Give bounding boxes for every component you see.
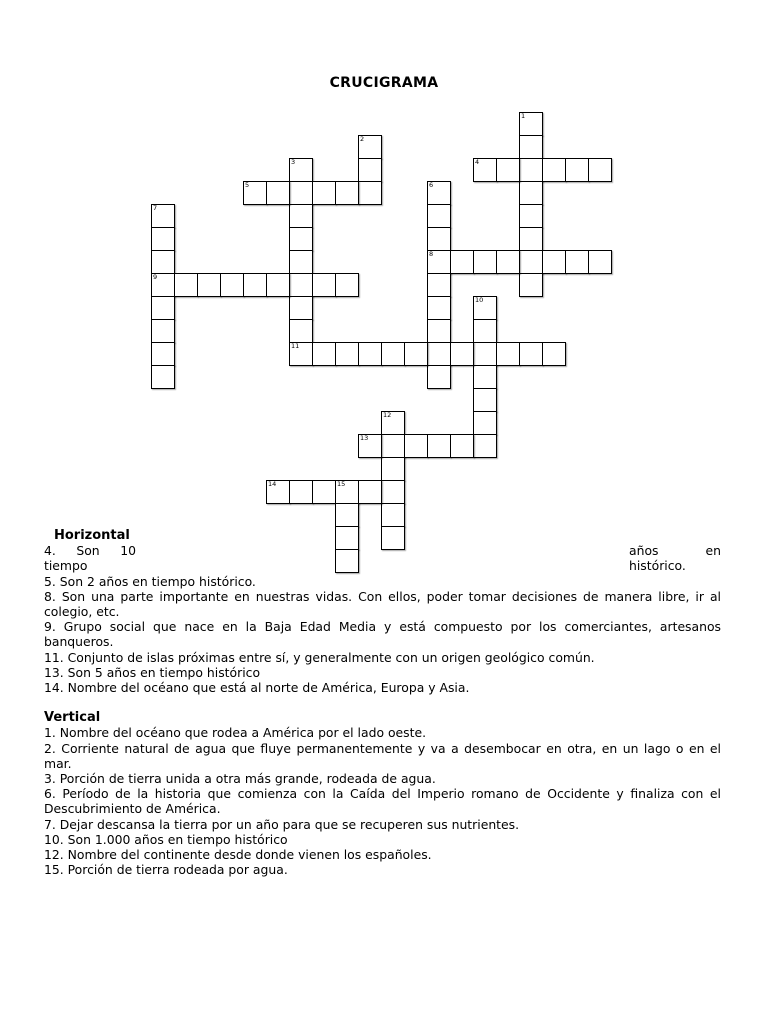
crossword-cell[interactable] xyxy=(243,181,267,205)
clues-section xyxy=(44,528,721,877)
crossword-cell[interactable] xyxy=(220,273,244,297)
crossword-cell[interactable] xyxy=(542,158,566,182)
crossword-cell[interactable] xyxy=(151,250,175,274)
crossword-cell[interactable] xyxy=(358,135,382,159)
crossword-cell[interactable] xyxy=(289,480,313,504)
crossword-cell[interactable] xyxy=(381,480,405,504)
crossword-cell[interactable] xyxy=(381,503,405,527)
crossword-cell[interactable] xyxy=(473,250,497,274)
crossword-cell[interactable] xyxy=(381,434,405,458)
crossword-cell[interactable] xyxy=(404,342,428,366)
crossword-cell[interactable] xyxy=(473,411,497,435)
clue-number: 8 xyxy=(429,250,434,258)
vertical-clue: 7. Dejar descansa la tierra por un año para que se recuperen sus nutrientes. xyxy=(44,816,520,832)
clue-4-word: histórico. xyxy=(629,558,686,574)
crossword-cell[interactable] xyxy=(289,204,313,228)
crossword-cell[interactable] xyxy=(335,503,359,527)
crossword-cell[interactable] xyxy=(266,273,290,297)
crossword-cell[interactable] xyxy=(289,158,313,182)
crossword-cell[interactable] xyxy=(151,227,175,251)
crossword-cell[interactable] xyxy=(151,365,175,389)
crossword-cell[interactable] xyxy=(427,434,451,458)
vertical-clue: 10. Son 1.000 años en tiempo histórico xyxy=(44,831,288,847)
clue-number: 4 xyxy=(475,158,480,166)
crossword-cell[interactable] xyxy=(174,273,198,297)
clue-4-word: Son xyxy=(76,543,100,559)
crossword-cell[interactable] xyxy=(151,342,175,366)
crossword-cell[interactable] xyxy=(312,342,336,366)
horizontal-clue: 13. Son 5 años en tiempo histórico xyxy=(44,664,261,680)
crossword-cell[interactable] xyxy=(266,480,290,504)
crossword-cell[interactable] xyxy=(588,158,612,182)
clue-number: 15 xyxy=(337,480,346,488)
horizontal-clue: 14. Nombre del océano que está al norte de América, Europa y Asia. xyxy=(44,680,470,696)
crossword-cell[interactable] xyxy=(427,365,451,389)
clue-number: 11 xyxy=(291,342,300,350)
crossword-cell[interactable] xyxy=(289,250,313,274)
crossword-cell[interactable] xyxy=(565,158,589,182)
crossword-cell[interactable] xyxy=(358,434,382,458)
clue-number: 3 xyxy=(291,158,296,166)
crossword-cell[interactable] xyxy=(358,342,382,366)
crossword-cell[interactable] xyxy=(312,181,336,205)
crossword-cell[interactable] xyxy=(519,227,543,251)
vertical-clue: 6. Período de la historia que comienza con la Caída del Imperio romano de Occidente y finaliza con el Descubrimiento de América. xyxy=(44,786,721,817)
crossword-cell[interactable] xyxy=(289,227,313,251)
crossword-cell[interactable] xyxy=(151,319,175,343)
vertical-clue: 12. Nombre del continente desde donde vienen los españoles. xyxy=(44,847,432,863)
vertical-clue: 15. Porción de tierra rodeada por agua. xyxy=(44,862,288,878)
horizontal-clue-4 xyxy=(44,543,721,573)
crossword-cell[interactable] xyxy=(151,296,175,320)
crossword-cell[interactable] xyxy=(496,342,520,366)
horizontal-clue: 8. Son una parte importante en nuestras vidas. Con ellos, poder tomar decisiones de manera libre, ir al colegio, etc. xyxy=(44,588,721,620)
vertical-clue: 1. Nombre del océano que rodea a América por el lado oeste. xyxy=(44,725,427,741)
crossword-cell[interactable] xyxy=(358,480,382,504)
crossword-cell[interactable] xyxy=(519,250,543,274)
crossword-cell[interactable] xyxy=(496,250,520,274)
crossword-cell[interactable] xyxy=(335,480,359,504)
clue-number: 12 xyxy=(383,411,392,419)
crossword-cell[interactable] xyxy=(473,296,497,320)
crossword-cell[interactable] xyxy=(358,158,382,182)
crossword-cell[interactable] xyxy=(289,273,313,297)
crossword-cell[interactable] xyxy=(519,342,543,366)
crossword-cell[interactable] xyxy=(266,181,290,205)
crossword-cell[interactable] xyxy=(427,250,451,274)
crossword-cell[interactable] xyxy=(427,227,451,251)
crossword-cell[interactable] xyxy=(381,457,405,481)
crossword-cell[interactable] xyxy=(519,158,543,182)
crossword-cell[interactable] xyxy=(473,365,497,389)
crossword-cell[interactable] xyxy=(289,296,313,320)
crossword-cell[interactable] xyxy=(473,434,497,458)
crossword-cell[interactable] xyxy=(289,319,313,343)
horizontal-clue: 11. Conjunto de islas próximas entre sí, y generalmente con un origen geológico común. xyxy=(44,649,595,665)
crossword-cell[interactable] xyxy=(404,434,428,458)
crossword-cell[interactable] xyxy=(496,158,520,182)
clue-number: 6 xyxy=(429,181,434,189)
crossword-cell[interactable] xyxy=(289,342,313,366)
crossword-cell[interactable] xyxy=(335,342,359,366)
crossword-cell[interactable] xyxy=(588,250,612,274)
crossword-cell[interactable] xyxy=(473,342,497,366)
crossword-cell[interactable] xyxy=(381,342,405,366)
crossword-cell[interactable] xyxy=(519,112,543,136)
vertical-clue: 3. Porción de tierra unida a otra más grande, rodeada de agua. xyxy=(44,771,436,787)
crossword-cell[interactable] xyxy=(427,296,451,320)
page-title: CRUCIGRAMA xyxy=(329,75,439,91)
crossword-cell[interactable] xyxy=(519,181,543,205)
horizontal-clue: 5. Son 2 años en tiempo histórico. xyxy=(44,573,256,589)
crossword-cell[interactable] xyxy=(473,319,497,343)
crossword-cell[interactable] xyxy=(358,181,382,205)
clue-number: 14 xyxy=(268,480,277,488)
crossword-cell[interactable] xyxy=(289,181,313,205)
crossword-cell[interactable] xyxy=(542,250,566,274)
crossword-cell[interactable] xyxy=(519,273,543,297)
crossword-cell[interactable] xyxy=(197,273,221,297)
clue-4-word: 10 xyxy=(120,543,136,559)
crossword-cell[interactable] xyxy=(473,158,497,182)
clue-4-word: en xyxy=(705,543,721,559)
clue-4-word: años xyxy=(629,543,659,559)
clue-number: 10 xyxy=(475,296,484,304)
clue-4-word: tiempo xyxy=(44,558,88,574)
crossword-cell[interactable] xyxy=(243,273,267,297)
vertical-clue: 2. Corriente natural de agua que fluye permanentemente y va a desembocar en otra, en un lago o en el mar. xyxy=(44,740,721,771)
crossword-cell[interactable] xyxy=(450,434,474,458)
crossword-cell[interactable] xyxy=(427,319,451,343)
crossword-cell[interactable] xyxy=(450,250,474,274)
clue-4-word: 4. xyxy=(44,543,56,559)
vertical-heading: Vertical xyxy=(44,710,101,726)
crossword-cell[interactable] xyxy=(519,135,543,159)
clue-number: 9 xyxy=(153,273,158,281)
crossword-cell[interactable] xyxy=(312,480,336,504)
crossword-cell[interactable] xyxy=(381,411,405,435)
crossword-cell[interactable] xyxy=(312,273,336,297)
crossword-cell[interactable] xyxy=(427,342,451,366)
crossword-cell[interactable] xyxy=(519,204,543,228)
crossword-cell[interactable] xyxy=(565,250,589,274)
horizontal-heading: Horizontal xyxy=(54,528,130,543)
clue-number: 13 xyxy=(360,434,369,442)
crossword-cell[interactable] xyxy=(427,181,451,205)
crossword-cell[interactable] xyxy=(151,273,175,297)
crossword-cell[interactable] xyxy=(335,181,359,205)
crossword-cell[interactable] xyxy=(427,204,451,228)
clue-number: 2 xyxy=(360,135,365,143)
horizontal-clue: 9. Grupo social que nace en la Baja Edad Media y está compuesto por los comerciantes, artesanos banqueros. xyxy=(44,619,721,650)
crossword-cell[interactable] xyxy=(473,388,497,412)
crossword-cell[interactable] xyxy=(542,342,566,366)
crossword-cell[interactable] xyxy=(450,342,474,366)
crossword-cell[interactable] xyxy=(151,204,175,228)
clue-number: 1 xyxy=(521,112,526,120)
crossword-cell[interactable] xyxy=(427,273,451,297)
clue-number: 7 xyxy=(153,204,158,212)
crossword-cell[interactable] xyxy=(335,273,359,297)
clue-number: 5 xyxy=(245,181,250,189)
